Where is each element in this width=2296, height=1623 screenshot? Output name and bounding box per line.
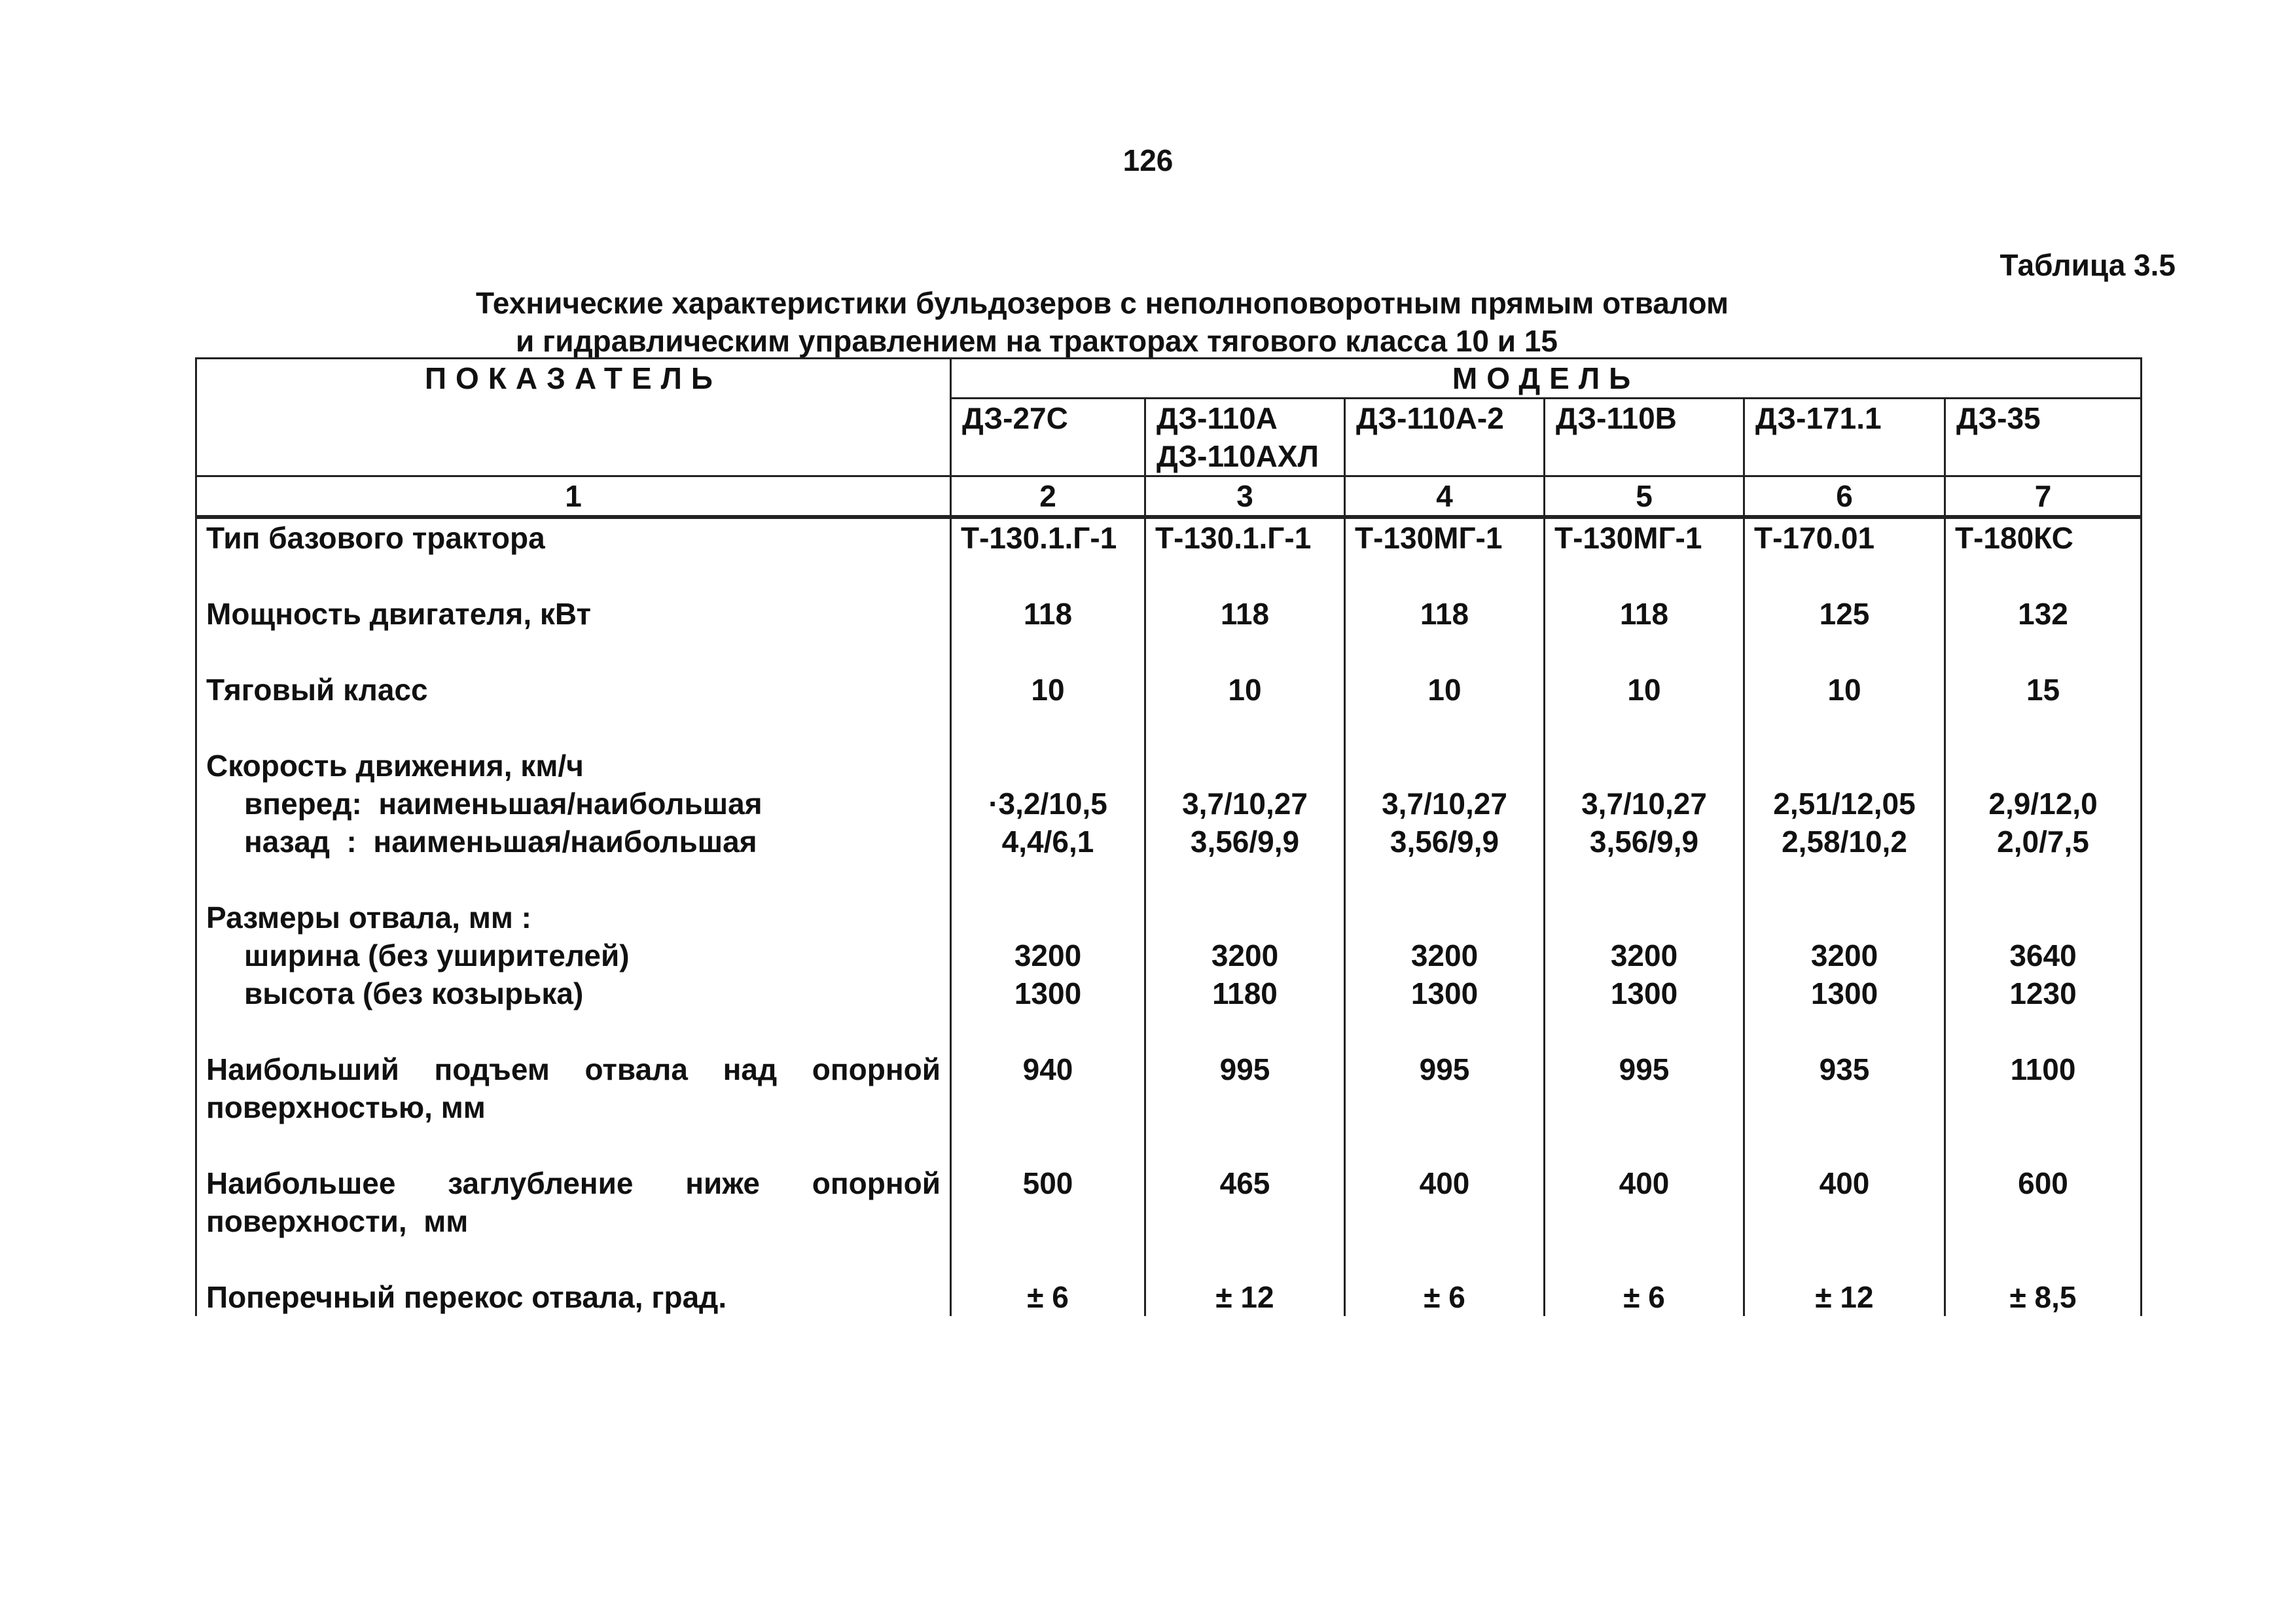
page-number: 126 bbox=[1122, 143, 1174, 177]
table-cell: 125 bbox=[1744, 595, 1945, 633]
model-name: ДЗ-171.1 bbox=[1744, 399, 1945, 476]
table-row bbox=[196, 747, 2142, 785]
table-cell: 118 bbox=[1545, 595, 1744, 633]
row-label: Поперечный перекос отвала, град. bbox=[196, 1278, 951, 1316]
table-title-line-1: Технические характеристики бульдозеров с неполноповоротным прямым отвалом bbox=[475, 286, 1729, 320]
table-cell: 3200 bbox=[1744, 936, 1945, 974]
specifications-table bbox=[195, 357, 2142, 1316]
table-cell: Т-130.1.Г-1 bbox=[951, 517, 1145, 557]
table-cell: Т-130МГ-1 bbox=[1345, 517, 1545, 557]
column-number: 5 bbox=[1545, 476, 1744, 518]
table-cell: 3,7/10,27 bbox=[1145, 785, 1345, 823]
table-title-line-2: и гидравлическим управлением на тракторах тягового класса 10 и 15 bbox=[515, 324, 1558, 358]
table-row bbox=[196, 1164, 2142, 1240]
table-cell: 500 bbox=[951, 1164, 1145, 1240]
table-row bbox=[196, 595, 2142, 633]
table-row bbox=[196, 899, 2142, 936]
table-row bbox=[196, 785, 2142, 823]
table-cell: 400 bbox=[1545, 1164, 1744, 1240]
column-numbers-row bbox=[196, 476, 2142, 518]
table-row bbox=[196, 671, 2142, 709]
table-cell: ± 12 bbox=[1145, 1278, 1345, 1316]
table-row bbox=[196, 1050, 2142, 1126]
table-cell: ± 8,5 bbox=[1945, 1278, 2142, 1316]
table-cell: ± 6 bbox=[951, 1278, 1145, 1316]
table-cell: 118 bbox=[1145, 595, 1345, 633]
table-cell: Т-130.1.Г-1 bbox=[1145, 517, 1345, 557]
table-cell: 118 bbox=[1345, 595, 1545, 633]
table-cell: 3,56/9,9 bbox=[1345, 823, 1545, 861]
table-cell: 600 bbox=[1945, 1164, 2142, 1240]
table-cell: ·3,2/10,5 bbox=[951, 785, 1145, 823]
row-label: Тип базового трактора bbox=[196, 517, 951, 557]
row-label: Мощность двигателя, кВт bbox=[196, 595, 951, 633]
table-cell: 3200 bbox=[1545, 936, 1744, 974]
column-number: 7 bbox=[1945, 476, 2142, 518]
table-cell: 2,0/7,5 bbox=[1945, 823, 2142, 861]
table-cell: 132 bbox=[1945, 595, 2142, 633]
row-sublabel: ширина (без уширителей) bbox=[196, 936, 951, 974]
table-cell: 10 bbox=[951, 671, 1145, 709]
model-header: МОДЕЛЬ bbox=[951, 359, 2142, 399]
column-number: 3 bbox=[1145, 476, 1345, 518]
table-cell: 2,51/12,05 bbox=[1744, 785, 1945, 823]
model-name: ДЗ-110А-2 bbox=[1345, 399, 1545, 476]
model-name: ДЗ-110В bbox=[1545, 399, 1744, 476]
table-cell: 3200 bbox=[1145, 936, 1345, 974]
table-cell: 3,7/10,27 bbox=[1345, 785, 1545, 823]
table-cell: 10 bbox=[1744, 671, 1945, 709]
table-cell: 995 bbox=[1145, 1050, 1345, 1126]
table-cell: 400 bbox=[1345, 1164, 1545, 1240]
table-cell: 935 bbox=[1744, 1050, 1945, 1126]
table-row bbox=[196, 974, 2142, 1012]
table-cell: ± 12 bbox=[1744, 1278, 1945, 1316]
table-cell: 10 bbox=[1545, 671, 1744, 709]
table-cell: 400 bbox=[1744, 1164, 1945, 1240]
column-number: 4 bbox=[1345, 476, 1545, 518]
model-name: ДЗ-110А ДЗ-110АХЛ bbox=[1145, 399, 1345, 476]
column-number: 2 bbox=[951, 476, 1145, 518]
table-cell: Т-130МГ-1 bbox=[1545, 517, 1744, 557]
table-cell: 1300 bbox=[1545, 974, 1744, 1012]
table-cell: 3200 bbox=[951, 936, 1145, 974]
table-row bbox=[196, 823, 2142, 861]
table-cell: Т-170.01 bbox=[1744, 517, 1945, 557]
table-cell: 3640 bbox=[1945, 936, 2142, 974]
table-cell: 3,56/9,9 bbox=[1545, 823, 1744, 861]
table-row bbox=[196, 936, 2142, 974]
table-cell: 995 bbox=[1545, 1050, 1744, 1126]
row-sublabel: высота (без козырька) bbox=[196, 974, 951, 1012]
column-number: 6 bbox=[1744, 476, 1945, 518]
table-label: Таблица 3.5 bbox=[2000, 248, 2176, 282]
row-label: Размеры отвала, мм : bbox=[196, 899, 951, 936]
table-cell: 3,56/9,9 bbox=[1145, 823, 1345, 861]
table-cell: 1300 bbox=[951, 974, 1145, 1012]
table-cell: ± 6 bbox=[1345, 1278, 1545, 1316]
table-cell: 15 bbox=[1945, 671, 2142, 709]
table-cell: 3,7/10,27 bbox=[1545, 785, 1744, 823]
table-cell: 4,4/6,1 bbox=[951, 823, 1145, 861]
table-cell: 118 bbox=[951, 595, 1145, 633]
table-cell: 940 bbox=[951, 1050, 1145, 1126]
table-cell: Т-180КС bbox=[1945, 517, 2142, 557]
table-cell: 3200 bbox=[1345, 936, 1545, 974]
table-cell: 2,9/12,0 bbox=[1945, 785, 2142, 823]
row-label: Тяговый класс bbox=[196, 671, 951, 709]
table-cell: 1300 bbox=[1345, 974, 1545, 1012]
row-sublabel: вперед: наименьшая/наибольшая bbox=[196, 785, 951, 823]
table-cell: 1180 bbox=[1145, 974, 1345, 1012]
model-name: ДЗ-35 bbox=[1945, 399, 2142, 476]
row-label: Наибольшее заглубление ниже опорной поверхности, мм bbox=[196, 1164, 951, 1240]
table-cell: 1300 bbox=[1744, 974, 1945, 1012]
model-name: ДЗ-27С bbox=[951, 399, 1145, 476]
table-row bbox=[196, 1278, 2142, 1316]
column-number: 1 bbox=[196, 476, 951, 518]
table-cell: ± 6 bbox=[1545, 1278, 1744, 1316]
table-cell: 995 bbox=[1345, 1050, 1545, 1126]
row-label: Скорость движения, км/ч bbox=[196, 747, 951, 785]
table-cell: 10 bbox=[1345, 671, 1545, 709]
table-cell: 465 bbox=[1145, 1164, 1345, 1240]
table-cell: 1100 bbox=[1945, 1050, 2142, 1126]
table-cell: 1230 bbox=[1945, 974, 2142, 1012]
table-cell: 2,58/10,2 bbox=[1744, 823, 1945, 861]
row-sublabel: назад : наименьшая/наибольшая bbox=[196, 823, 951, 861]
table-row bbox=[196, 517, 2142, 557]
table-cell: 10 bbox=[1145, 671, 1345, 709]
row-label: Наибольший подъем отвала над опорной поверхностью, мм bbox=[196, 1050, 951, 1126]
indicator-header: ПОКАЗАТЕЛЬ bbox=[196, 359, 951, 476]
